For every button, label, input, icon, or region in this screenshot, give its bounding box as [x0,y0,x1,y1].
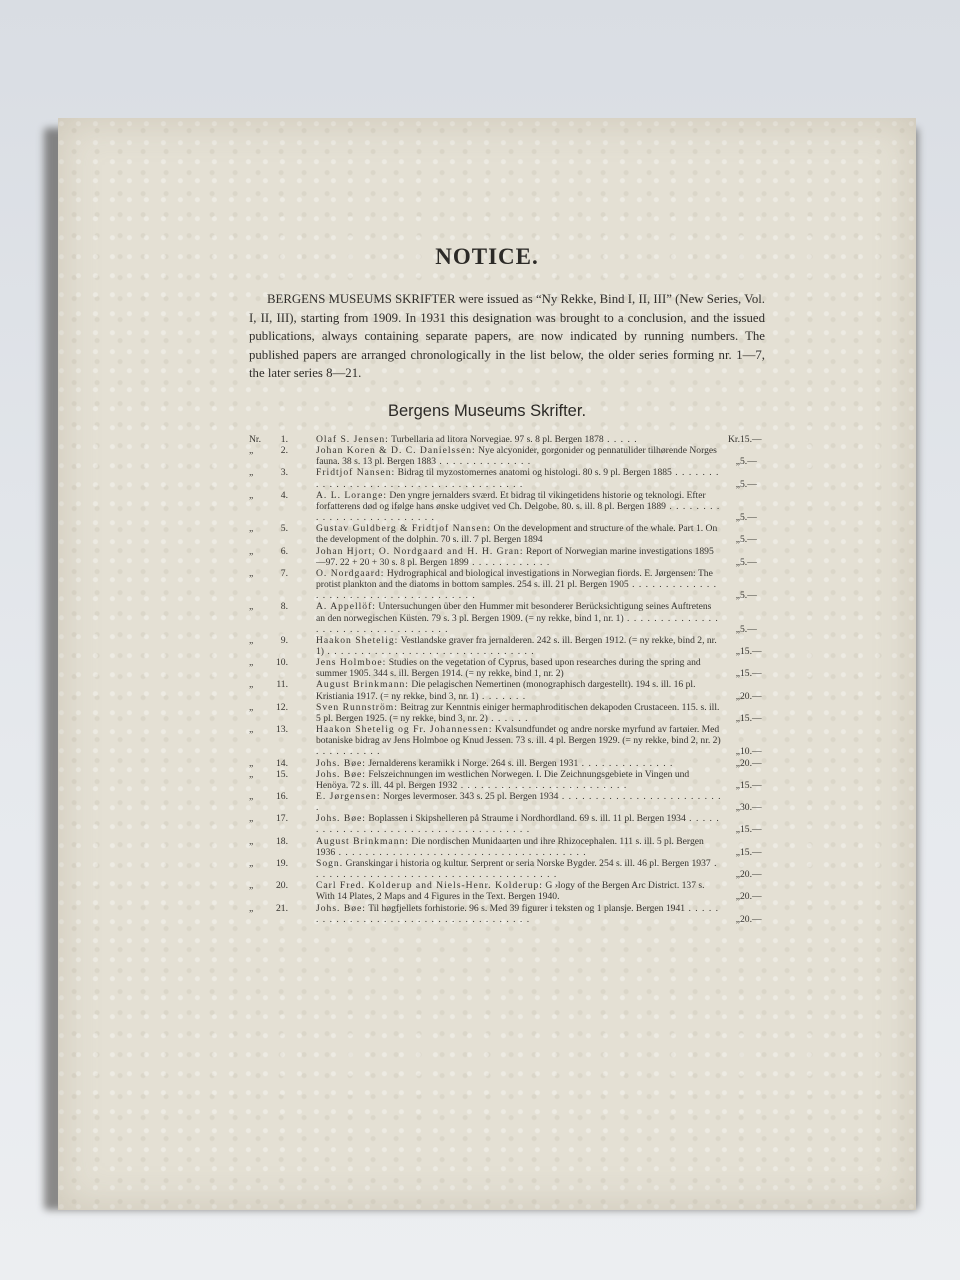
entry-leader: . . . . . . . . . . . . . . . . . . . . . . . . . . . . . . . . . . . . . [316,579,718,602]
entry-author: Sven Runnström: [316,701,398,713]
entry-prefix: „ [249,757,254,769]
publication-entry [246,769,762,791]
publication-entry [246,724,762,757]
entry-text [316,568,722,601]
entry-currency: „ [735,556,740,568]
entry-number: 6. [280,545,288,557]
entry-price: 15.— [740,779,762,791]
entry-price: 15.— [740,846,762,858]
entry-author: Sogn. [316,857,344,869]
entry-number: 16. [276,791,288,802]
publication-entry [246,813,762,835]
entry-price: 20.— [740,869,762,881]
entry-description: Turbellaria ad litora Norvegiae. 97 s. 8 pl. Bergen 1878 [391,434,604,445]
entry-number: 1. [280,434,288,445]
publication-entry [246,702,762,724]
entry-prefix: Nr. [249,434,261,445]
publication-entry [246,523,762,545]
entry-author: Haakon Shetelig: [316,634,399,646]
entry-text [316,758,722,769]
entry-number: 11. [276,679,288,691]
entry-description: Granskingar i historia og kultur. Serprent or seria Norske Bygder. 254 s. ill. 46 pl. Bergen 1937 [345,857,711,869]
entry-prefix: „ [249,445,254,457]
entry-description: Beitrag zur Kenntnis einiger hermaphroditischen dekapoden Crustaceen. 115. s. ill. 5 pl. Bergen 1925. (= ny rekke, bind 3, nr. 2) [316,701,720,724]
entry-number: 21. [276,902,288,914]
entry-text [316,880,722,902]
entry-prefix: „ [249,679,254,691]
entry-author: Haakon Shetelig og Fr. Johannessen: [316,724,493,736]
publication-entry [246,657,762,679]
entry-text [316,769,722,791]
notice-paragraph [249,290,765,383]
publication-entry [246,601,762,634]
entry-author: August Brinkmann: [316,835,409,847]
entry-number: 17. [276,813,288,825]
entry-prefix: „ [249,657,254,669]
entry-prefix: „ [249,835,254,847]
entry-price: 20.— [740,891,762,903]
entry-text [316,702,722,724]
publication-entry [246,679,762,701]
entry-author: A. Appellöf: [316,601,376,613]
entry-author: August Brinkmann: [316,679,409,691]
entry-price: 20.— [740,690,762,702]
notice-paragraph-text: BERGENS MUSEUMS SKRIFTER were issued as “Ny Rekke, Bind I, II, III” (New Series, Vol. I, II, III), starting from 1909. In 1931 this designation was brought to a conclusion, and the issued publications, always containing separate papers, are now indicated by running numbers. The published papers are arranged chronologically in the list below, the older series forming nr. 1—7, the later series 8—21. [249,292,765,381]
entry-prefix: „ [249,857,254,869]
publication-entry [246,791,762,813]
entry-price: 5.— [740,534,757,546]
entry-currency: „ [735,456,740,468]
entry-prefix: „ [249,813,254,825]
entry-text [316,434,722,445]
entry-text [316,903,722,925]
entry-text [316,813,722,835]
entry-author: Carl Fred. Kolderup and Niels-Henr. Kolderup: [316,880,543,892]
entry-currency: „ [735,512,740,524]
entry-price: 5.— [740,556,757,568]
entry-leader: . . . . . . . . . . . . . . . . . . . . . . . . . . . . . . . . . . . . . [335,846,587,858]
entry-author: E. Jørgensen: [316,791,381,802]
entry-currency: „ [735,891,740,903]
entry-leader: . . . . . . . . . . . . . . . . . . . . . . . . . . . . . . . . . . . . . [316,813,720,836]
entry-description: Bidrag til myzostomernes anatomi og histologi. 80 s. 9 pl. Bergen 1885 [397,467,672,479]
entry-text [316,791,722,813]
entry-description: Norges levermoser. 343 s. 25 pl. Bergen 1934 [382,791,559,802]
entry-leader: . . . . . . . . . . . . . . . . . . . . . . . . . . . . . . . . . . . . . . [316,467,720,490]
entry-price: 5.— [740,478,757,490]
entry-leader: . . . . . . . . . . . . [468,556,551,568]
entry-price: 15.— [740,668,762,680]
entry-prefix: „ [249,791,254,802]
back-cover-page [58,118,916,1210]
entry-price: 15.— [740,645,762,657]
entry-author: Johs. Bøe: [316,768,366,780]
entry-author: Johs. Bøe: [316,902,366,914]
entry-prefix: „ [249,523,254,535]
entry-currency: „ [735,913,740,925]
entry-number: 14. [276,757,288,769]
entry-author: Johan Hjort, O. Nordgaard and H. H. Gran: [316,545,524,557]
publication-entry [246,858,762,880]
entry-leader: . . . . . . . . . . . . . . [578,757,674,769]
entry-description: Hydrographical and biological investigations in Norwegian fiords. E. Jørgensen: The protist plankton and the diatoms in bottom samples. 254 s. ill. 21 pl. Bergen 1905 [316,567,713,591]
entry-description: Die pelagischen Nemertinen (monographisch dargestellt). 194 s. ill. 16 pl. Kristiania 1917. (= ny rekke, bind 3, nr. 1) [316,679,696,702]
entry-description: On the development and structure of the whale. Part 1. On the development of the dolphin. 70 s. ill. 7 pl. Bergen 1894 [316,523,718,546]
entry-description: Vestlandske graver fra jernalderen. 242 s. ill. Bergen 1912. (= ny rekke, bind 2, nr. 1) [316,634,717,657]
entry-prefix: „ [249,567,254,579]
publication-entry [246,880,762,902]
entry-author: Olaf S. Jensen: [316,434,389,445]
entry-currency: „ [735,623,740,635]
series-heading: Bergens Museums Skrifter. [387,402,587,420]
entry-leader: . . . . . . . . . . . . . . . . . . . . . . . . . . [316,500,721,524]
entry-currency: „ [735,590,740,602]
publication-entry [246,467,762,489]
entry-leader: . . . . . . . . . . [316,746,381,758]
entry-text [316,858,722,880]
publication-entry [246,546,762,568]
entry-description: Boplassen i Skipshelleren på Straume i Nordhordland. 69 s. ill. 11 pl. Bergen 1934 [368,813,686,825]
entry-number: 10. [276,657,288,669]
entry-currency: „ [735,478,740,490]
entry-author: Johs. Bøe: [316,813,366,825]
entry-currency: Kr. [728,434,740,445]
entry-text [316,445,722,467]
entry-text [316,601,722,634]
entry-text [316,467,722,489]
entry-number: 5. [280,523,288,535]
entry-description: Report of Norwegian marine investigations 1895—97. 22 + 20 + 30 s. 8 pl. Bergen 1899 [316,545,714,568]
entry-author: Fridtjof Nansen: [316,467,396,479]
entry-author: Gustav Guldberg & Fridtjof Nansen: [316,523,492,535]
entry-currency: „ [735,779,740,791]
entry-prefix: „ [249,489,254,501]
entry-prefix: „ [249,701,254,713]
entry-price: 5.— [740,512,757,524]
entry-currency: „ [735,802,740,814]
entry-currency: „ [735,846,740,858]
entry-leader: . . . . . . [487,712,529,724]
entry-number: 13. [276,724,288,736]
entry-author: Jens Holmboe: [316,657,387,669]
entry-number: 8. [280,601,288,613]
entry-price: 15.— [740,434,762,445]
entry-number: 7. [280,567,288,579]
entry-prefix: „ [249,768,254,780]
entry-description: Til høgfjellets forhistorie. 96 s. Med 39 figurer i teksten og 1 plansje. Bergen 1941 [368,902,686,914]
entry-prefix: „ [249,601,254,613]
entry-number: 12. [276,701,288,713]
entry-price: 20.— [740,757,762,769]
entry-price: 5.— [740,590,757,602]
entry-leader: . . . . . . . [478,690,527,702]
entry-price: 10.— [740,746,762,758]
entry-prefix: „ [249,545,254,557]
entry-number: 19. [276,857,288,869]
entry-author: A. L. Lorange: [316,489,388,501]
entry-leader: . . . . . . . . . . . . . . . . . . . . . . . . . . . . . . . . . . . . . [316,902,720,925]
publication-entry [246,445,762,467]
entry-description: Felszeichnungen im westlichen Norwegen. I. Die Zeichnungsgebiete in Vingen und Henöya. 72 s. ill. 44 pl. Bergen 1932 [316,768,690,791]
entry-number: 9. [280,634,288,646]
publication-entry [246,836,762,858]
entry-currency: „ [735,869,740,881]
entry-text [316,679,722,701]
entry-currency: „ [735,690,740,702]
entry-number: 18. [276,835,288,847]
entry-price: 5.— [740,456,757,468]
entry-description: Die nordischen Munidaarten und ihre Rhizocephalen. 111 s. ill. 5 pl. Bergen 1936 [316,835,704,858]
entry-description: Nye alcyonider, gorgonider og pennatulider tilhørende Norges fauna. 38 s. 13 pl. Bergen 1883 [316,445,717,468]
entry-currency: „ [735,712,740,724]
entry-description: G ›logy of the Bergen Arc District. 137 s. With 14 Plates, 2 Maps and 4 Figures in the Text. Bergen 1940. [316,880,705,903]
entry-currency: „ [735,645,740,657]
entry-prefix: „ [249,467,254,479]
entry-description: Jernalderens keramikk i Norge. 264 s. ill. Bergen 1931 [368,757,579,769]
publication-entry [246,903,762,925]
entry-description: Untersuchungen über den Hummer mit besonderer Berücksichtigung seines Auftretens an den norwegischen Küsten. 79 s. 3 pl. Bergen 1909. (= ny rekke, bind 1, nr. 1) [316,601,712,624]
entry-leader: . . . . . . . . . . . . . . . . . . . . . . . . . [457,779,628,791]
entry-leader: . . . . . . . . . . . . . . . . . . . . . . . . . . . . . . . . . . . . . [316,857,718,881]
entry-author: Johan Koren & D. C. Danielssen: [316,445,476,457]
entry-text [316,546,722,568]
entry-leader: . . . . . . . . . . . . . . . . . . . . . . . . . [316,791,722,814]
entry-number: 15. [276,768,288,780]
entry-currency: „ [735,534,740,546]
entry-leader: . . . . . . . . . . . . . . . . . . . . . . . . . . . . . . . [324,645,535,657]
entry-text [316,836,722,858]
entry-price: 30.— [740,802,762,814]
entry-description: Den yngre jernalders sværd. Et bidrag til vikingetidens historie og teknologi. Efter forfatterens død og ifølge hans ønske udgivet ved Ch. Delgobe. 80. s. ill. 8 pl. Bergen 1889 [316,489,706,512]
entry-number: 3. [280,467,288,479]
publication-entry [246,434,762,445]
entry-currency: „ [735,668,740,680]
publication-entry [246,758,762,769]
entry-number: 20. [276,880,288,892]
entry-leader: . . . . . . . . . . . . . . . . . . . . . . . . . . . . . . . . . . [316,612,719,635]
entry-prefix: „ [249,880,254,892]
publication-entry [246,490,762,523]
entry-number: 2. [280,445,288,457]
entry-price: 15.— [740,712,762,724]
entry-text [316,523,722,545]
entry-text [316,724,722,757]
notice-title: NOTICE. [435,244,539,269]
entry-text [316,657,722,679]
entry-leader: . . . . . [603,434,638,445]
entry-prefix: „ [249,724,254,736]
entry-number: 4. [280,489,288,501]
publication-entry [246,568,762,601]
entry-author: Johs. Bøe: [316,757,366,769]
entry-currency: „ [735,746,740,758]
entry-leader: . . . . . . . . . . . . . . [436,456,532,468]
entry-text [316,490,722,523]
entry-price: 20.— [740,913,762,925]
entry-author: O. Nordgaard: [316,567,385,579]
publication-entry [246,635,762,657]
entry-price: 5.— [740,623,757,635]
entry-currency: „ [735,824,740,836]
entry-currency: „ [735,757,740,769]
entry-prefix: „ [249,634,254,646]
entry-prefix: „ [249,902,254,914]
entry-text [316,635,722,657]
entry-price: 15.— [740,824,762,836]
entry-description: Kvalsundfundet og andre norske myrfund av fartøier. Med botaniske bidrag av Jens Holmboe og Knud Jessen. 73 s. ill. 4 pl. Bergen 1929. (= ny rekke, bind 2, nr. 2) [316,724,721,747]
entry-description: Studies on the vegetation of Cyprus, based upon researches during the spring and summer 1905. 344 s. ill. Bergen 1914. (= ny rekke, bind 1, nr. 2) [316,657,701,680]
publication-list [246,434,762,925]
